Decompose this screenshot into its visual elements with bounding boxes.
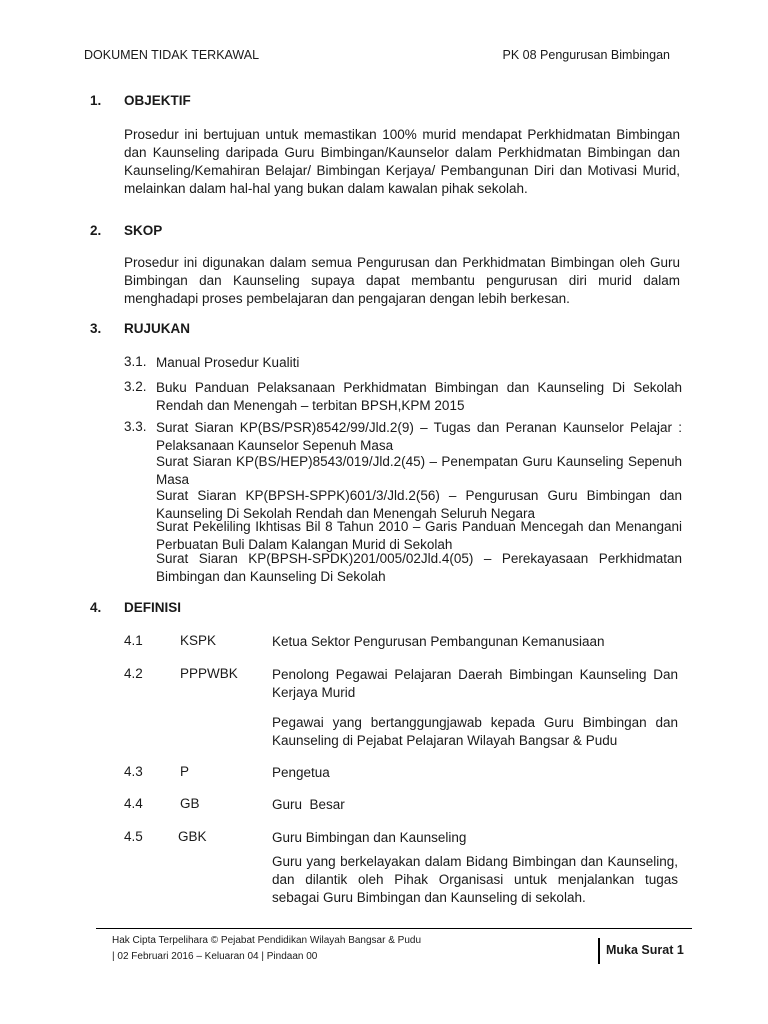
reference-extra-text: Surat Siaran KP(BPSH-SPDK)201/005/02Jld.4(05) – Perekayasaan Perkhidmatan Bimbingan dan Kaunseling Di Sekolah [156,551,682,584]
definition-text: Pengetua [272,765,330,780]
definition-abbreviation: PPPWBK [180,666,238,681]
footer-edition: | 02 Februari 2016 – Keluaran 04 | Pindaan 00 [112,951,318,962]
reference-text: Surat Siaran KP(BS/PSR)8542/99/Jld.2(9) – Tugas dan Peranan Kaunselor Pelajar : Pelaksanaan Kaunselor Sepenuh Masa [156,420,682,453]
reference-extra-text: Surat Pekeliling Ikhtisas Bil 8 Tahun 2010 – Garis Panduan Mencegah dan Menangani Perbuatan Buli Dalam Kalangan Murid di Sekolah [156,519,682,552]
objektif-paragraph: Prosedur ini bertujuan untuk memastikan 100% murid mendapat Perkhidmatan Bimbingan dan Kaunseling daripada Guru Bimbingan/Kaunselor dalam Perkhidmatan Bimbingan dan Kaunseling/Kemahiran Belajar/ Bimbingan Kerjaya/ Pembangunan Diri dan Motivasi Murid, melainkan dalam hal-hal yang bukan dalam kawalan pihak sekolah. [124,127,680,196]
definition-number: 4.1 [124,633,143,648]
definition-abbreviation: GBK [178,829,207,844]
definition-abbreviation: GB [180,796,200,811]
definition-number: 4.3 [124,764,143,779]
section-number: 3. [90,321,102,336]
reference-number: 3.3. [124,419,147,434]
section-number: 2. [90,223,102,238]
reference-extra-text: Surat Siaran KP(BS/HEP)8543/019/Jld.2(45) – Penempatan Guru Kaunseling Sepenuh Masa [156,454,682,487]
definition-text: Guru Bimbingan dan Kaunseling [272,830,467,845]
definition-number: 4.2 [124,666,143,681]
reference-number: 3.2. [124,379,147,394]
section-number: 4. [90,600,102,615]
reference-extra-text: Surat Siaran KP(BPSH-SPPK)601/3/Jld.2(56) – Pengurusan Guru Bimbingan dan Kaunseling Di Sekolah Rendah dan Menengah Seluruh Negara [156,488,682,521]
section-number: 1. [90,93,102,108]
skop-paragraph: Prosedur ini digunakan dalam semua Pengurusan dan Perkhidmatan Bimbingan oleh Guru Bimbingan dan Kaunseling supaya dapat membantu pengurusan diri murid dalam menghadapi proses pembelajaran dan pengajaran dengan lebih berkesan. [124,255,680,306]
definition-abbreviation: P [180,764,190,779]
definition-note: Guru yang berkelayakan dalam Bidang Bimbingan dan Kaunseling, dan dilantik oleh Pihak Organisasi untuk menjalankan tugas sebagai Guru Bimbingan dan Kaunseling di sekolah. [272,854,678,905]
definition-note: Pegawai yang bertanggungjawab kepada Guru Bimbingan dan Kaunseling di Pejabat Pelajaran Wilayah Bangsar & Pudu [272,715,678,748]
definition-text: Penolong Pegawai Pelajaran Daerah Bimbingan Kaunseling Dan Kerjaya Murid [272,667,678,700]
header-left: DOKUMEN TIDAK TERKAWAL [84,48,260,62]
section-title-rujukan: RUJUKAN [124,321,191,336]
definition-number: 4.4 [124,796,143,811]
footer-divider [96,928,692,929]
definition-text: Guru Besar [272,797,345,812]
reference-text: Buku Panduan Pelaksanaan Perkhidmatan Bimbingan dan Kaunseling Di Sekolah Rendah dan Menengah – terbitan BPSH,KPM 2015 [156,380,682,413]
section-title-objektif: OBJEKTIF [124,93,191,108]
definition-text: Ketua Sektor Pengurusan Pembangunan Kemanusiaan [272,634,605,649]
reference-number: 3.1. [124,354,147,369]
reference-text: Manual Prosedur Kualiti [156,355,300,370]
section-title-skop: SKOP [124,223,163,238]
header-right: PK 08 Pengurusan Bimbingan [502,48,670,62]
definition-number: 4.5 [124,829,143,844]
section-title-definisi: DEFINISI [124,600,182,615]
definition-abbreviation: KSPK [180,633,217,648]
footer-separator [598,938,600,964]
page-number: Muka Surat 1 [606,943,684,957]
footer-copyright: Hak Cipta Terpelihara © Pejabat Pendidikan Wilayah Bangsar & Pudu [112,935,422,946]
